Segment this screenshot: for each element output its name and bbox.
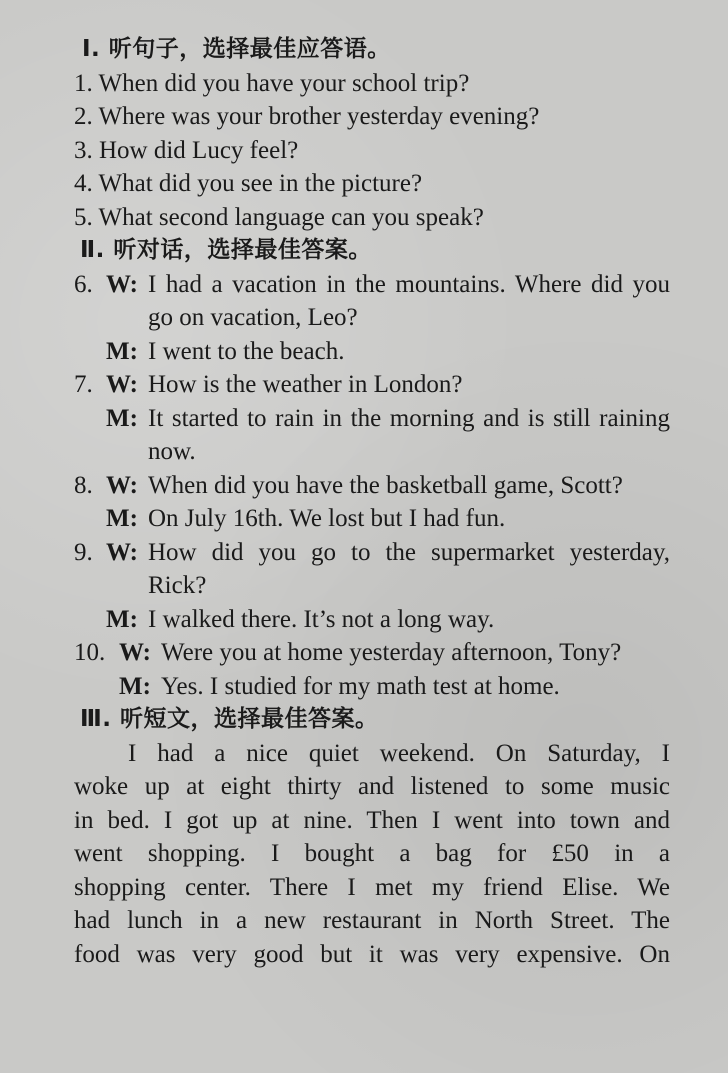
passage (74, 737, 670, 972)
woman-line: Were you at home yesterday afternoon, Tony? (161, 639, 622, 666)
passage-line: went shopping. I bought a bag for £50 in a (74, 840, 670, 867)
woman-line: When did you have the basketball game, Scott? (148, 471, 623, 499)
section-2-heading: Ⅱ. 听对话，选择最佳答案。 (80, 237, 372, 263)
dialogue-6 (74, 268, 670, 369)
question-4: 4. What did you see in the picture? (74, 170, 423, 197)
dialogue-10 (74, 636, 670, 703)
speaker-m-label: M: (119, 672, 151, 700)
speaker-m-label: M: (106, 337, 138, 365)
dialogue-number: 9. (74, 538, 93, 566)
woman-line: I had a vacation in the mountains. Where did you go on vacation, Leo? (148, 270, 670, 331)
section-1-heading: Ⅰ. 听句子，选择最佳应答语。 (82, 36, 391, 62)
woman-line: How did you go to the supermarket yesterday, Rick? (148, 538, 670, 599)
passage-line: had lunch in a new restaurant in North Street. The (74, 907, 670, 934)
speaker-m-label: M: (106, 505, 138, 532)
speaker-m-label: M: (106, 605, 138, 633)
passage-line: food was very good but it was very expensive. On (74, 940, 670, 968)
speaker-w-label: W: (119, 639, 151, 666)
woman-line: How is the weather in London? (148, 371, 463, 398)
speaker-w-label: W: (106, 471, 138, 499)
man-line: Yes. I studied for my math test at home. (161, 672, 560, 700)
section-1-list (74, 67, 670, 235)
question-2: 2. Where was your brother yesterday evening? (74, 103, 540, 130)
dialogue-7 (74, 368, 670, 469)
question-5: 5. What second language can you speak? (74, 203, 484, 231)
passage-line: woke up at eight thirty and listened to some music (74, 773, 670, 800)
speaker-m-label: M: (106, 404, 138, 432)
man-line: I went to the beach. (148, 337, 345, 365)
dialogue-number: 8. (74, 471, 93, 499)
dialogue-number: 7. (74, 371, 93, 398)
speaker-w-label: W: (106, 538, 138, 566)
question-3: 3. How did Lucy feel? (74, 136, 299, 164)
section-3-heading: Ⅲ. 听短文，选择最佳答案。 (80, 706, 379, 732)
man-line: I walked there. It’s not a long way. (148, 605, 495, 633)
dialogue-number: 6. (74, 270, 93, 298)
dialogue-9 (74, 536, 670, 637)
dialogue-number: 10. (74, 639, 106, 666)
passage-line: shopping center. There I met my friend Elise. We (74, 873, 670, 901)
man-line: On July 16th. We lost but I had fun. (148, 505, 506, 532)
speaker-w-label: W: (106, 270, 138, 298)
passage-line: I had a nice quiet weekend. On Saturday, I (128, 739, 670, 767)
dialogue-8 (74, 469, 670, 536)
man-line: It started to rain in the morning and is still raining now. (148, 404, 670, 465)
passage-line: in bed. I got up at nine. Then I went into town and (74, 806, 670, 834)
speaker-w-label: W: (106, 371, 138, 398)
question-1: 1. When did you have your school trip? (74, 69, 470, 97)
